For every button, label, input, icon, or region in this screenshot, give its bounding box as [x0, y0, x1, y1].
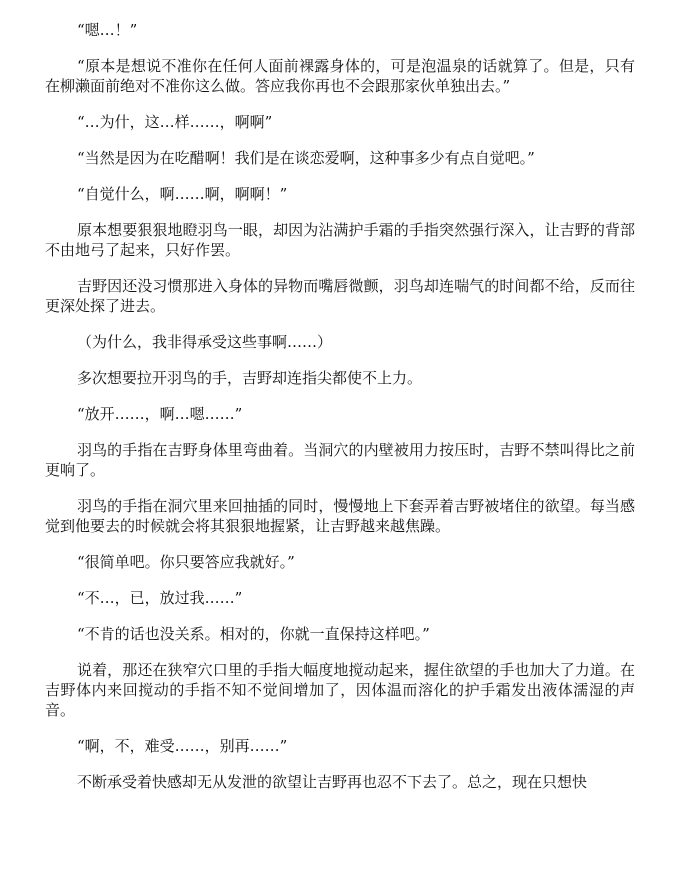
- paragraph-8: （为什么，我非得承受这些事啊……）: [77, 333, 333, 351]
- paragraph-14: “不…，已，放过我……”: [77, 589, 243, 607]
- paragraph-7: 吉野因还没习惯那进入身体的异物而嘴唇微颤，羽鸟却连喘气的时间都不给，反而往更深处探了进去。: [45, 277, 635, 315]
- document-page: [45, 20, 635, 808]
- paragraph-4: “当然是因为在吃醋啊！我们是在谈恋爱啊，这种事多少有点自觉吧。”: [77, 149, 535, 167]
- paragraph-12: 羽鸟的手指在洞穴里来回抽插的同时，慢慢地上下套弄着吉野被堵住的欲望。每当感觉到他要去的时候就会将其狠狠地握紧，让吉野越来越焦躁。: [45, 497, 635, 535]
- paragraph-15: “不肯的话也没关系。相对的，你就一直保持这样吧。”: [77, 625, 430, 643]
- paragraph-1: “嗯…！”: [77, 21, 138, 39]
- paragraph-16: 说着，那还在狭窄穴口里的手指大幅度地搅动起来，握住欲望的手也加大了力道。在吉野体内来回搅动的手指不知不觉间增加了，因体温而溶化的护手霜发出液体濡湿的声音。: [45, 661, 635, 719]
- paragraph-2: “原本是想说不准你在任何人面前裸露身体的，可是泡温泉的话就算了。但是，只有在柳濑面前绝对不准你这么做。答应我你再也不会跟那家伙单独出去。”: [45, 57, 635, 95]
- paragraph-13: “很简单吧。你只要答应我就好。”: [77, 553, 295, 571]
- paragraph-11: 羽鸟的手指在吉野身体里弯曲着。当洞穴的内壁被用力按压时，吉野不禁叫得比之前更响了。: [45, 441, 635, 479]
- paragraph-5: “自觉什么，啊……啊，啊啊！”: [77, 185, 288, 203]
- paragraph-3: “…为什，这…样……，啊啊”: [77, 113, 273, 131]
- paragraph-9: 多次想要拉开羽鸟的手，吉野却连指尖都使不上力。: [77, 369, 423, 387]
- paragraph-6: 原本想要狠狠地瞪羽鸟一眼，却因为沾满护手霜的手指突然强行深入，让吉野的背部不由地弓了起来，只好作罢。: [45, 221, 635, 259]
- paragraph-10: “放开……，啊…嗯……”: [77, 405, 243, 423]
- paragraph-18: 不断承受着快感却无从发泄的欲望让吉野再也忍不下去了。总之，现在只想快: [77, 773, 588, 791]
- paragraph-17: “啊，不，难受……，别再……”: [77, 737, 288, 755]
